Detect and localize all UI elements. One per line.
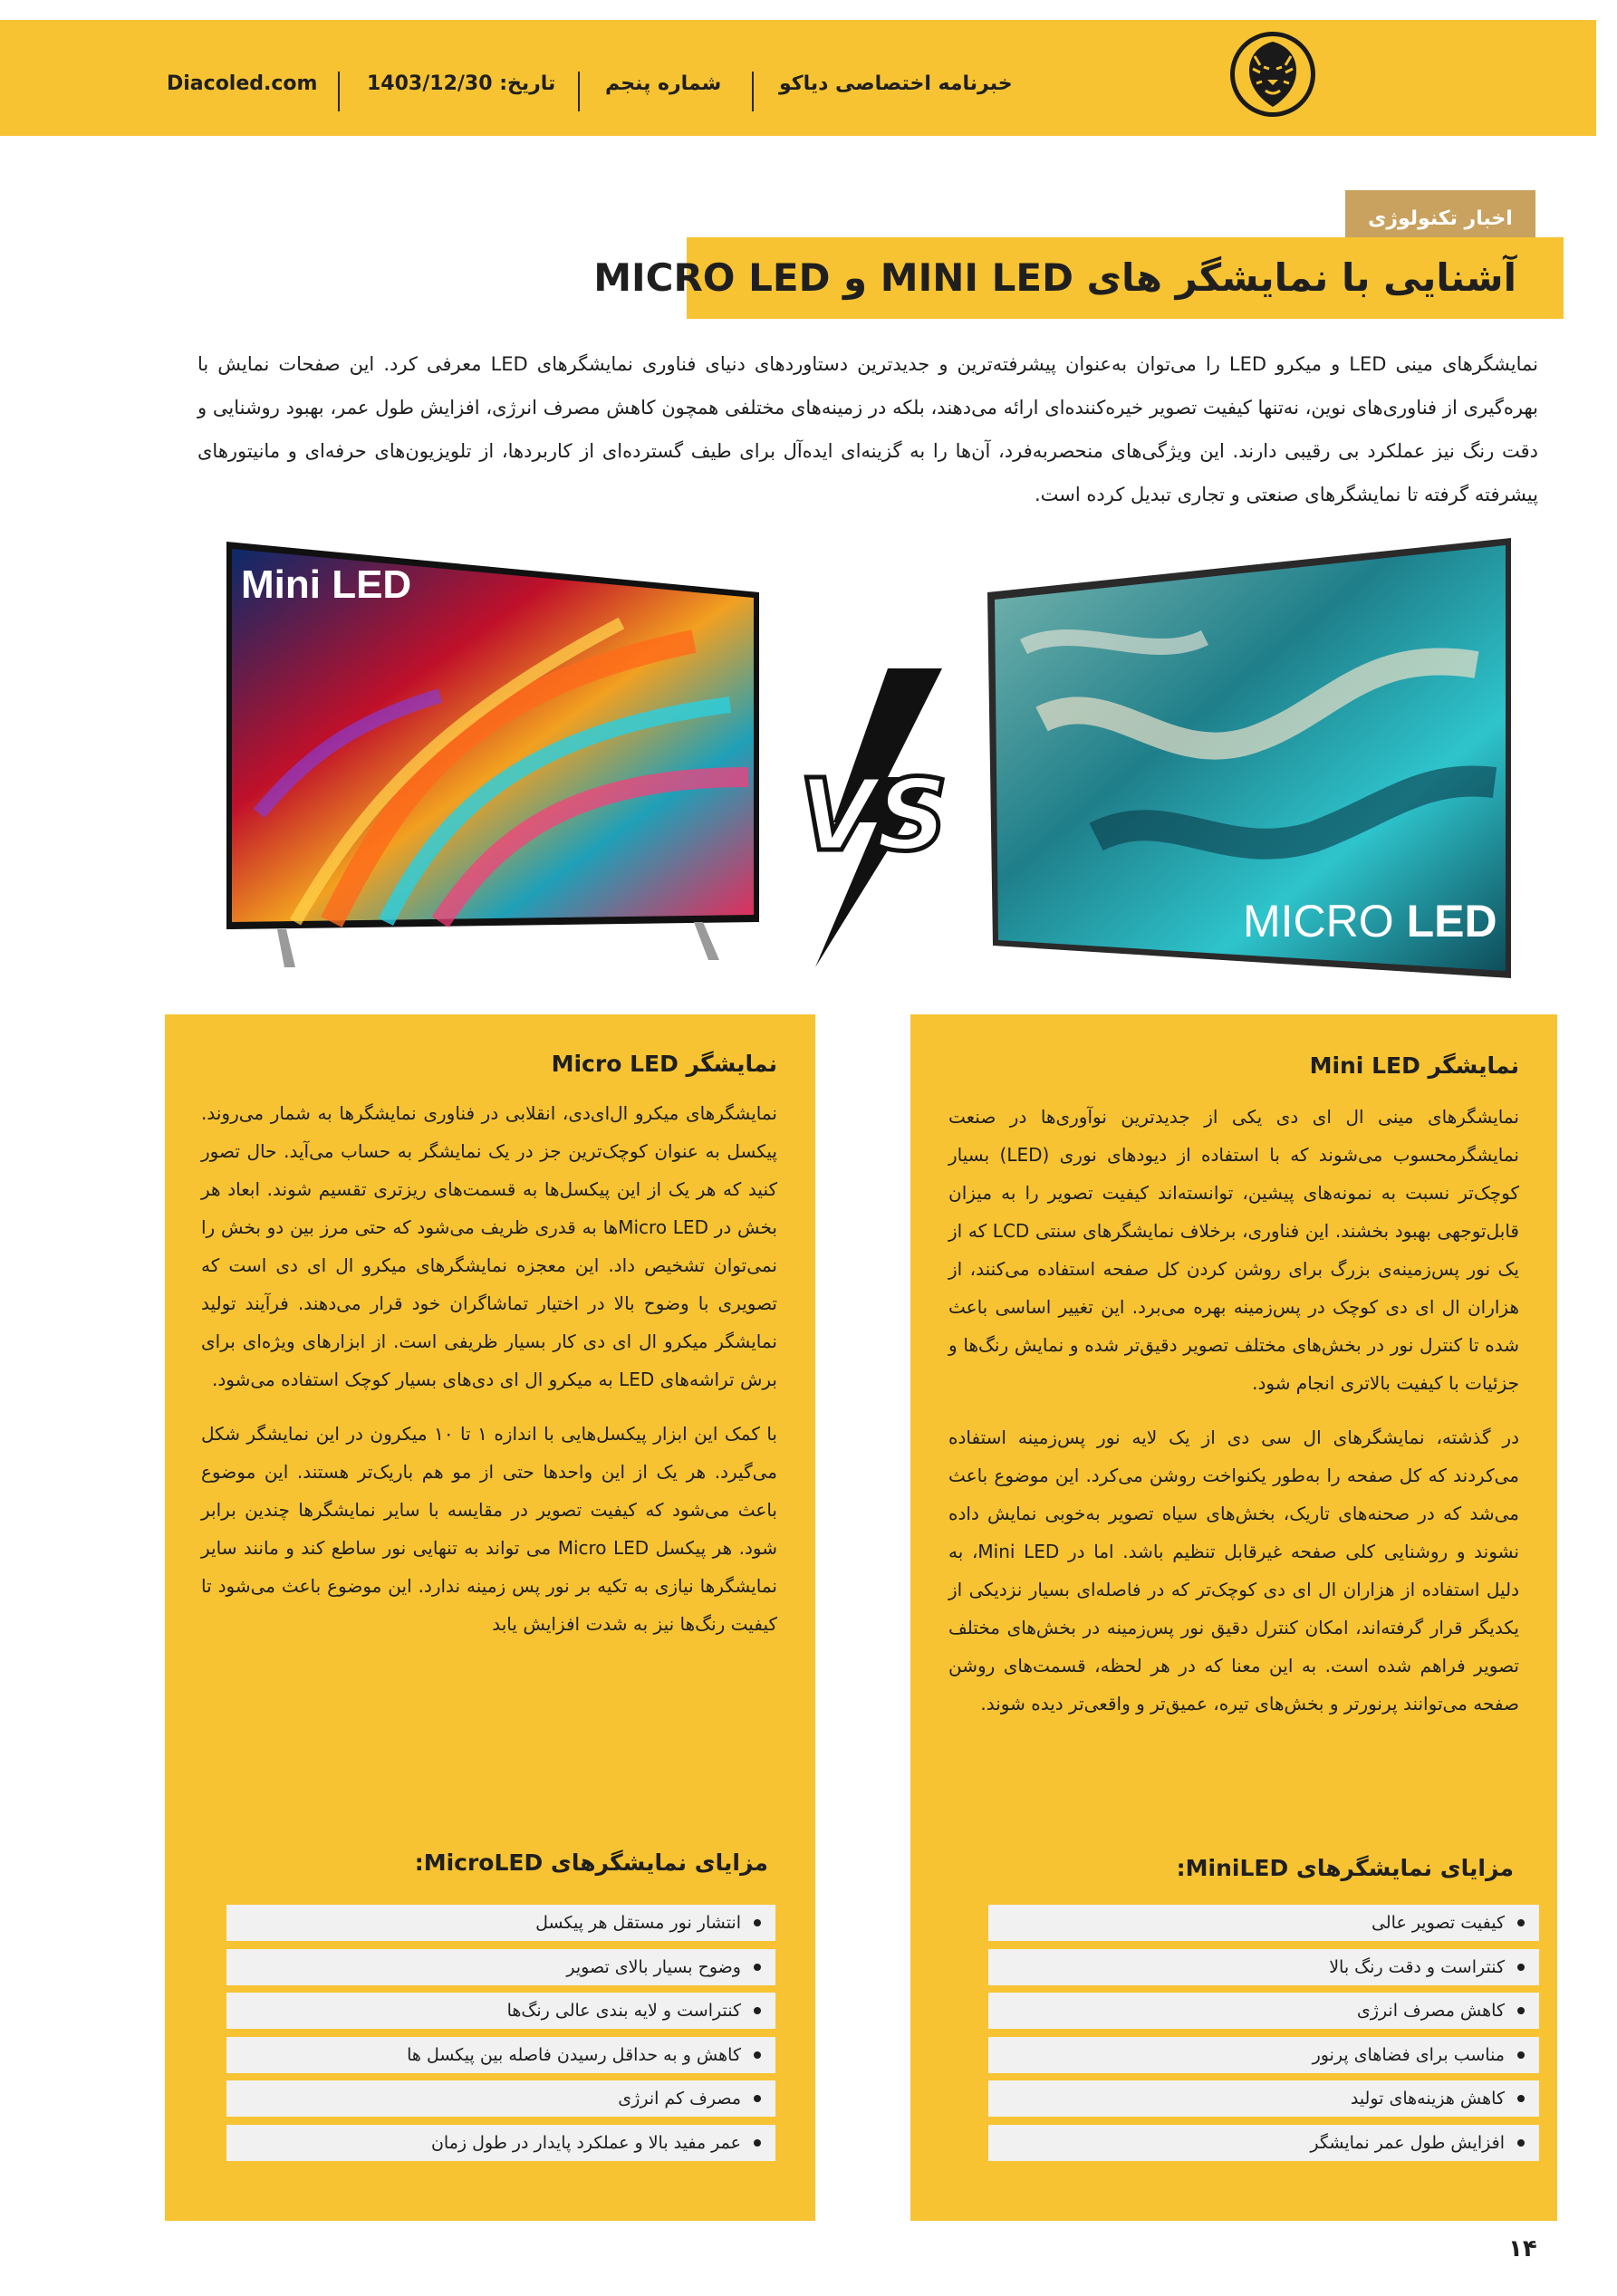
bullet-icon	[754, 1964, 761, 1971]
list-item: کاهش مصرف انرژی	[988, 1993, 1539, 2029]
lion-head-logo-icon	[1227, 29, 1318, 120]
header-divider	[752, 72, 754, 111]
bullet-icon	[754, 2139, 761, 2147]
list-item: کیفیت تصویر عالی	[988, 1905, 1539, 1941]
mini-led-tv-image	[223, 542, 766, 972]
header-divider	[338, 72, 340, 111]
list-item: کاهش هزینه‌های تولید	[988, 2080, 1539, 2117]
bullet-icon	[1517, 2139, 1525, 2147]
newsletter-name: خبرنامه اختصاصی دیاکو	[779, 72, 1013, 95]
vs-graphic	[797, 668, 956, 971]
bullet-icon	[1517, 2095, 1525, 2102]
bullet-icon	[754, 2095, 761, 2102]
micro-led-benefits-heading: مزایای نمایشگرهای MicroLED:	[414, 1849, 768, 1876]
micro-led-heading: نمایشگر Micro LED	[551, 1051, 777, 1077]
issue-number: شماره پنجم	[605, 72, 722, 95]
list-item: مناسب برای فضاهای پرنور	[988, 2037, 1539, 2073]
mini-led-paragraph: در گذشته، نمایشگرهای ال سی دی از یک لایه نور پس‌زمینه استفاده می‌کردند که کل صفحه را به‌طور یکنواخت روشن می‌کرد. این موضوع باعث می‌شد که در صحنه‌های تاریک، بخش‌های سیاه تصویر به‌خوبی نمایش داده نشوند و روشنایی کلی صفحه غیرقابل تنظیم باشد. اما در Mini LED، به دلیل استفاده از هزاران ال ای دی کوچک‌تر که در فاصله‌ای بسیار نزدیکی از یکدیگر قرار گرفته‌اند، امکان کنترل دقیق نور پس‌زمینه در بخش‌های مختلف تصویر فراهم شده است. به این معنا که در هر لحظه، قسمت‌های روشن صفحه می‌توانند پرنورتر و بخش‌های تیره، عمیق‌تر و واقعی‌تر دیده شوند.	[948, 1427, 1519, 1715]
mini-led-heading: نمایشگر Mini LED	[1309, 1052, 1519, 1079]
list-item: مصرف کم انرژی	[226, 2080, 775, 2117]
bullet-icon	[1517, 2051, 1525, 2059]
mini-led-benefits-list	[988, 1905, 1539, 2168]
micro-led-benefits-list	[226, 1905, 775, 2168]
category-tag: اخبار تکنولوژی	[1345, 190, 1535, 246]
micro-led-section	[165, 1014, 815, 2221]
list-item: وضوح بسیار بالای تصویر	[226, 1949, 775, 1985]
list-item: عمر مفید بالا و عملکرد پایدار در طول زمان	[226, 2125, 775, 2161]
article-title-bar	[593, 237, 1564, 319]
site-url[interactable]: Diacoled.com	[167, 72, 318, 95]
article-title: آشنایی با نمایشگر های MINI LED و MICRO LED	[593, 255, 1516, 300]
mini-led-tv-label: Mini LED	[241, 562, 412, 607]
micro-led-paragraph: با کمک این ابزار پیکسل‌هایی با اندازه ۱ تا ۱۰ میکرون در این نمایشگر شکل می‌گیرد. هر یک از این واحدها حتی از مو هم باریک‌تر هستند. این موضوع باعث می‌شود که کیفیت تصویر در مقایسه با سایر نمایشگرها چندین برابر شود. هر پیکسل Micro LED می تواند به تنهایی نور ساطع کند و مانند سایر نمایشگرها نیازی به تکیه بر نور پس زمینه ندارد. این موضوع باعث می‌شود تا کیفیت رنگ‌ها نیز به شدت افزایش یابد	[201, 1423, 778, 1635]
list-item: انتشار نور مستقل هر پیکسل	[226, 1905, 775, 1941]
list-item: کنتراست و دقت رنگ بالا	[988, 1949, 1539, 1985]
list-item: کاهش و به حداقل رسیدن فاصله بین پیکسل ها	[226, 2037, 775, 2073]
bullet-icon	[1517, 1964, 1525, 1971]
bullet-icon	[1517, 2007, 1525, 2014]
micro-led-tv-image	[987, 538, 1513, 982]
list-item: کنتراست و لایه بندی عالی رنگ‌ها	[226, 1993, 775, 2029]
micro-led-body	[201, 1094, 777, 1643]
issue-date: تاریخ: 1403/12/30	[367, 72, 556, 95]
bullet-icon	[754, 2051, 761, 2059]
bullet-icon	[1517, 1919, 1525, 1926]
header-bar	[0, 20, 1596, 136]
header-divider	[578, 72, 580, 111]
mini-led-benefits-heading: مزایای نمایشگرهای MiniLED:	[1176, 1855, 1514, 1881]
micro-led-tv-label: MICRO LED	[1243, 896, 1497, 946]
mini-led-section	[910, 1014, 1557, 2221]
mini-led-paragraph: نمایشگرهای مینی ال ای دی یکی از جدیدترین نوآوری‌ها در صنعت نمایشگرمحسوب می‌شوند که با استفاده از دیودهای نوری (LED) بسیار کوچک‌تر نسبت به نمونه‌های پیشین، توانسته‌اند کیفیت تصویر را به میزان قابل‌توجهی بهبود بخشند. این فناوری، برخلاف نمایشگرهای سنتی LCD که از یک نور پس‌زمینه‌ی بزرگ برای روشن کردن کل صفحه استفاده می‌کنند، از هزاران ال ای دی کوچک در پس‌زمینه بهره می‌برد. این تغییر اساسی باعث شده تا کنترل نور در بخش‌های مختلف تصویر دقیق‌تر شده و نمایش رنگ‌ها و جزئیات با کیفیت بالاتری انجام شود.	[948, 1106, 1519, 1394]
page-number: ۱۴	[1508, 2235, 1537, 2262]
vs-label: VS	[798, 757, 948, 873]
list-item: افزایش طول عمر نمایشگر	[988, 2125, 1539, 2161]
bullet-icon	[754, 2007, 761, 2014]
micro-led-paragraph: نمایشگرهای میکرو ال‌ای‌دی، انقلابی در فناوری نمایشگرها به شمار می‌روند. پیکسل به عنوان کوچک‌ترین جز در یک نمایشگر به حساب می‌آید. حال تصور کنید که هر یک از این پیکسل‌ها به قسمت‌های ریزتری تقسیم شوند. ابعاد هر بخش در Micro LEDها به قدری ظریف می‌شود که حتی مرز بین دو بخش را نمی‌توان تشخیص داد. این معجزه نمایشگرهای میکرو ال ای دی است که تصویری با وضوح بالا در اختیار تماشاگران خود قرار می‌دهند. فرآیند تولید نمایشگر میکرو ال ای دی کار بسیار ظریفی است. از ابزارهای ویژه‌ای برای برش تراشه‌های LED به میکرو ال ای دی‌های بسیار کوچک استفاده می‌شود.	[201, 1102, 777, 1390]
mini-led-body	[948, 1098, 1519, 1723]
article-intro: نمایشگرهای مینی LED و میکرو LED را می‌توان به‌عنوان پیشرفته‌ترین و جدیدترین دستاوردهای دنیای فناوری نمایشگرهای LED معرفی کرد. این صفحات نمایش با بهره‌گیری از فناوری‌های نوین، نه‌تنها کیفیت تصویر خیره‌کننده‌ای ارائه می‌دهند، بلکه در زمینه‌های مختلفی همچون کاهش مصرف انرژی، افزایش طول عمر، بهبود روشنایی و دقت رنگ نیز عملکرد بی رقیبی دارند. این ویژگی‌های منحصربه‌فرد، آن‌ها را به گزینه‌ای ایده‌آل برای طیف گسترده‌ای از کاربردها، از تلویزیون‌های حرفه‌ای و مانیتورهای پیشرفته گرفته تا نمایشگرهای صنعتی و تجاری تبدیل کرده است.	[197, 353, 1539, 505]
bullet-icon	[754, 1919, 761, 1926]
